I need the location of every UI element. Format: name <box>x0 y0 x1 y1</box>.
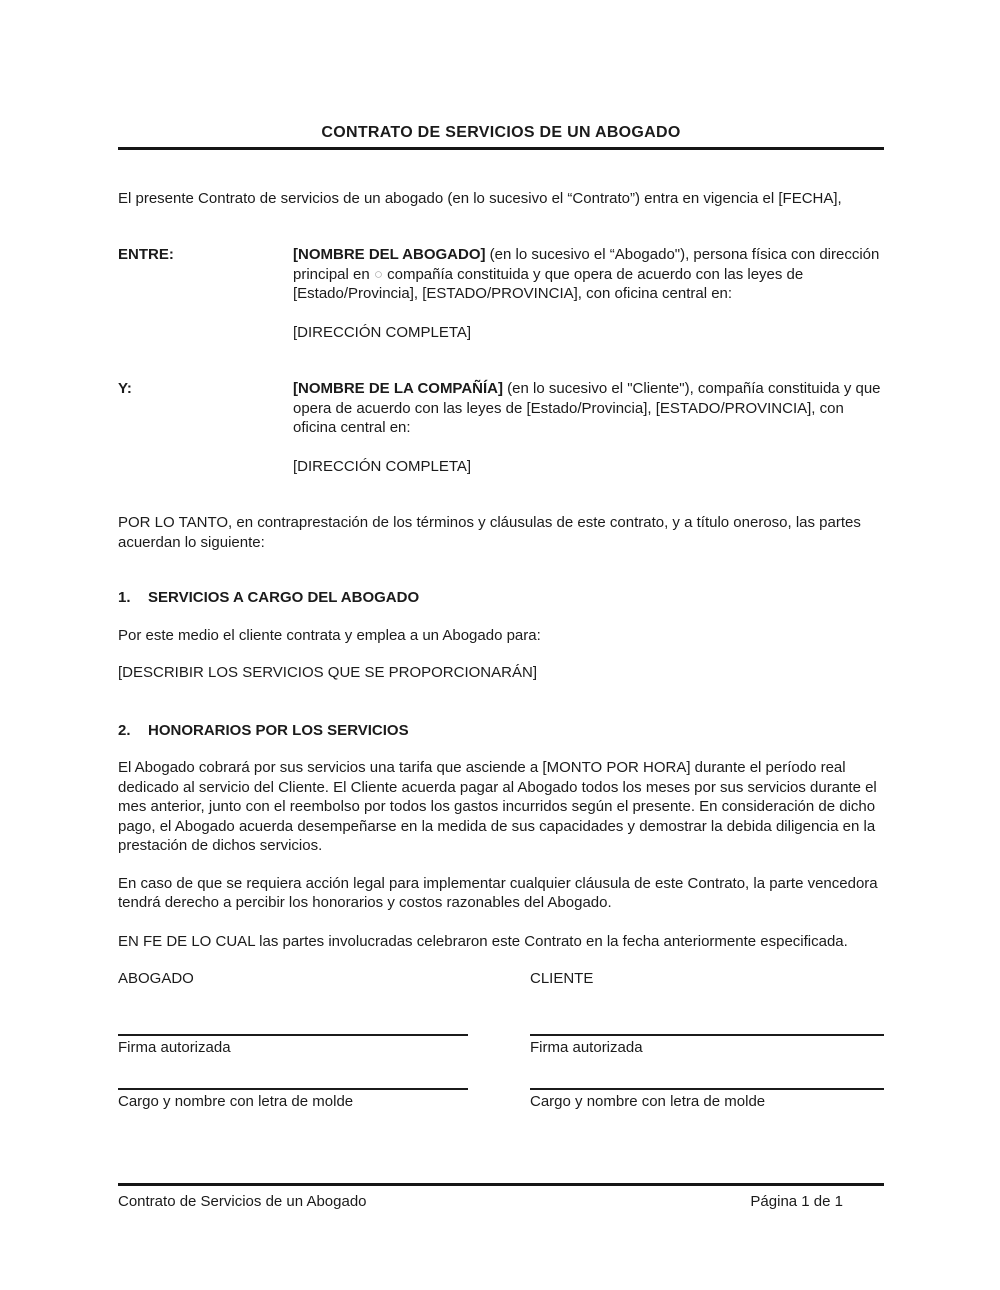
address-placeholder-entre: [DIRECCIÓN COMPLETA] <box>293 323 472 341</box>
title-divider <box>118 147 884 150</box>
signature-gap <box>468 989 530 1058</box>
section-number-2: 2. <box>118 721 131 739</box>
party-name-abogado: [NOMBRE DEL ABOGADO] <box>293 246 486 264</box>
signature-label-left-cargo: Cargo y nombre con letra de molde <box>118 1093 354 1111</box>
page-footer <box>118 1183 884 1212</box>
signature-label-left-firma: Firma autorizada <box>118 1038 231 1056</box>
party-text-rest: (en lo sucesivo el "Cliente"), compañía constituida y que opera de acuerdo con las leyes de [Estado/Provincia], [ESTADO/PROVINCIA], con oficina central en: <box>293 380 881 437</box>
signature-gap <box>468 969 530 989</box>
party-text-before-circle: (en lo sucesivo el “Abogado"), persona física con dirección principal en <box>293 246 880 283</box>
party-name-compania: [NOMBRE DE LA COMPAÑÍA] <box>293 380 503 398</box>
signature-row-cargo <box>118 1057 884 1112</box>
party-label-y: Y: <box>118 380 132 398</box>
legal-action-paragraph: En caso de que se requiera acción legal para implementar cualquier cláusula de este Contrato, la parte vencedora tendrá derecho a percibir los honorarios y costos razonables del Abogado. <box>118 874 878 912</box>
section-title-2: HONORARIOS POR LOS SERVICIOS <box>148 721 409 739</box>
section-heading-1 <box>118 588 884 608</box>
section2-paragraph1: El Abogado cobrará por sus servicios una tarifa que asciende a [MONTO POR HORA] durante el período real dedicado al servicio del Cliente. El Cliente acuerda pagar al Abogado todos los meses por sus servicios durante el mes anterior, junto con el reembolso por todos los gastos incurridos según el presente. En consideración de dicho pago, el Abogado acuerda desempeñarse en la medida de sus capacidades y demostrar la debida diligencia en la prestación de dichos servicios. <box>118 759 877 855</box>
therefore-paragraph: POR LO TANTO, en contraprestación de los términos y cláusulas de este contrato, y a título oneroso, las partes acuerdan lo siguiente: <box>118 514 861 551</box>
signature-right-cargo <box>530 1057 884 1112</box>
section1-paragraph2: [DESCRIBIR LOS SERVICIOS QUE SE PROPORCIONARÁN] <box>118 664 537 682</box>
party-text-entre <box>293 245 884 304</box>
signature-left-cargo <box>118 1057 468 1112</box>
party-text-after-circle: compañía constituida y que opera de acuerdo con las leyes de [Estado/Provincia], [ESTADO/PROVINCIA], con oficina central en: <box>293 265 804 303</box>
party-text-y <box>293 379 884 438</box>
party-row-entre <box>118 245 884 342</box>
section1-paragraph1: Por este medio el cliente contrata y emplea a un Abogado para: <box>118 626 541 644</box>
address-placeholder-y: [DIRECCIÓN COMPLETA] <box>293 457 472 475</box>
signature-label-right-firma: Firma autorizada <box>530 1038 643 1056</box>
party-row-y <box>118 379 884 476</box>
signature-party-headers <box>118 969 884 989</box>
witness-paragraph: EN FE DE LO CUAL las partes involucradas celebraron este Contrato en la fecha anteriormente especificada. <box>118 932 848 950</box>
section-heading-2 <box>118 721 884 741</box>
party-label-entre: ENTRE: <box>118 246 174 264</box>
section-title-1: SERVICIOS A CARGO DEL ABOGADO <box>148 589 420 607</box>
signature-row-firma <box>118 989 884 1058</box>
party-body-entre <box>293 245 884 342</box>
footer-row <box>118 1186 884 1212</box>
signature-right-firma <box>530 989 884 1058</box>
signature-left-firma <box>118 989 468 1058</box>
signature-gap <box>468 1057 530 1112</box>
section-number-1: 1. <box>118 589 131 607</box>
party-body-y <box>293 379 884 476</box>
signature-party-right: CLIENTE <box>530 970 594 988</box>
footer-page-number: Página 1 de 1 <box>750 1193 843 1210</box>
footer-document-name: Contrato de Servicios de un Abogado <box>118 1193 367 1210</box>
document-title: CONTRATO DE SERVICIOS DE UN ABOGADO <box>321 124 681 141</box>
circle-icon: ○ <box>373 265 383 283</box>
intro-paragraph: El presente Contrato de servicios de un abogado (en lo sucesivo el “Contrato”) entra en vigencia el [FECHA], <box>118 189 842 207</box>
signature-label-right-cargo: Cargo y nombre con letra de molde <box>530 1093 766 1111</box>
signature-party-left: ABOGADO <box>118 970 194 988</box>
